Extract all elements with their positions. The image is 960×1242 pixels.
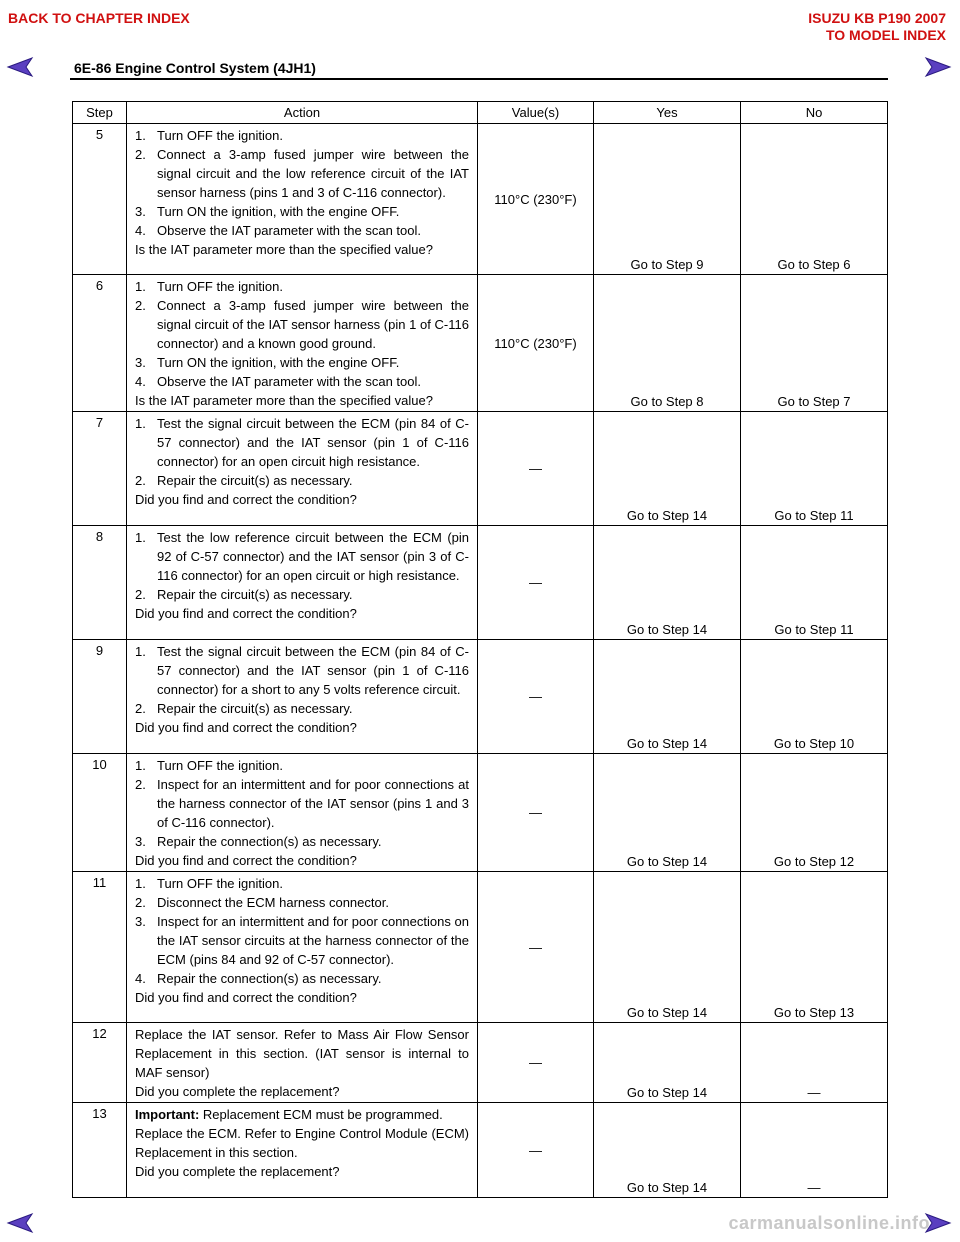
page-title: 6E-86 Engine Control System (4JH1) (74, 60, 316, 76)
no-result: Go to Step 11 (741, 526, 888, 640)
action-item (135, 874, 469, 893)
action-cell (127, 412, 478, 526)
action-question: Did you find and correct the condition? (135, 990, 357, 1005)
value-cell: — (478, 872, 594, 1023)
action-item-text: Observe the IAT parameter with the scan tool. (157, 374, 421, 389)
action-item-number: 2. (135, 587, 146, 602)
header-step: Step (73, 102, 127, 124)
no-result: Go to Step 13 (741, 872, 888, 1023)
action-item-text: Inspect for an intermittent and for poor connections at the harness connector of the IAT sensor (pins 1 and 3 of C-116 connector). (157, 777, 469, 830)
header-yes: Yes (594, 102, 741, 124)
next-page-arrow-icon[interactable] (924, 56, 952, 78)
action-item-number: 3. (135, 355, 146, 370)
yes-result: Go to Step 14 (594, 526, 741, 640)
table-row (73, 124, 888, 275)
action-cell (127, 526, 478, 640)
action-item (135, 471, 469, 490)
yes-result: Go to Step 8 (594, 275, 741, 412)
table-row (73, 872, 888, 1023)
action-item-number: 4. (135, 971, 146, 986)
action-item-text: Test the signal circuit between the ECM (pin 84 of C-57 connector) and the IAT sensor (pin 1 of C-116 connector) for a short to any 5 volts reference circuit. (157, 644, 469, 697)
value-cell: — (478, 1023, 594, 1103)
action-item (135, 372, 469, 391)
action-item-number: 2. (135, 473, 146, 488)
watermark: carmanualsonline.info (728, 1213, 930, 1233)
yes-result: Go to Step 14 (594, 640, 741, 754)
table-row (73, 1023, 888, 1103)
action-item (135, 221, 469, 240)
action-item-number: 2. (135, 147, 146, 162)
header-values: Value(s) (478, 102, 594, 124)
action-item-text: Connect a 3-amp fused jumper wire between the signal circuit of the IAT sensor harness (pin 1 of C-116 connector) and a known good ground. (157, 298, 469, 351)
step-number: 8 (73, 526, 127, 640)
value-cell: — (478, 1103, 594, 1198)
model-header (808, 10, 946, 44)
step-number: 5 (73, 124, 127, 275)
no-result: — (741, 1103, 888, 1198)
action-item-text: Repair the circuit(s) as necessary. (157, 701, 353, 716)
prev-page-arrow-icon[interactable] (6, 1212, 34, 1234)
value-cell: — (478, 412, 594, 526)
action-item-number: 1. (135, 876, 146, 891)
action-question: Did you find and correct the condition? (135, 492, 357, 507)
no-result: — (741, 1023, 888, 1103)
action-item-number: 1. (135, 758, 146, 773)
action-item-text: Repair the circuit(s) as necessary. (157, 473, 353, 488)
action-item (135, 414, 469, 471)
action-item-number: 2. (135, 701, 146, 716)
action-item-number: 3. (135, 914, 146, 929)
action-item-number: 4. (135, 374, 146, 389)
table-row (73, 526, 888, 640)
action-text: Replace the ECM. Refer to Engine Control Module (ECM) Replacement in this section. (135, 1126, 469, 1160)
no-result: Go to Step 10 (741, 640, 888, 754)
action-item-text: Test the signal circuit between the ECM (pin 84 of C-57 connector) and the IAT sensor (pin 1 of C-116 connector) for an open circuit high resistance. (157, 416, 469, 469)
important-note (135, 1105, 469, 1124)
step-number: 7 (73, 412, 127, 526)
value-cell: 110°C (230°F) (478, 275, 594, 412)
action-item-number: 1. (135, 644, 146, 659)
table-row (73, 1103, 888, 1198)
yes-result: Go to Step 14 (594, 1103, 741, 1198)
action-question: Did you find and correct the condition? (135, 853, 357, 868)
action-item-text: Turn OFF the ignition. (157, 279, 283, 294)
action-question: Did you complete the replacement? (135, 1164, 340, 1179)
action-item-text: Repair the connection(s) as necessary. (157, 834, 382, 849)
action-item (135, 528, 469, 585)
action-item-number: 4. (135, 223, 146, 238)
action-cell (127, 754, 478, 872)
no-result: Go to Step 12 (741, 754, 888, 872)
no-result: Go to Step 7 (741, 275, 888, 412)
action-item (135, 585, 469, 604)
important-text: Replacement ECM must be programmed. (202, 1107, 443, 1122)
action-item-number: 1. (135, 530, 146, 545)
header-action: Action (127, 102, 478, 124)
action-item-number: 3. (135, 834, 146, 849)
action-item-text: Repair the circuit(s) as necessary. (157, 587, 353, 602)
action-cell (127, 1023, 478, 1103)
action-item (135, 277, 469, 296)
yes-result: Go to Step 14 (594, 754, 741, 872)
no-result: Go to Step 6 (741, 124, 888, 275)
step-number: 11 (73, 872, 127, 1023)
action-cell (127, 124, 478, 275)
prev-page-arrow-icon[interactable] (6, 56, 34, 78)
action-item (135, 832, 469, 851)
action-item-text: Turn OFF the ignition. (157, 128, 283, 143)
value-cell: — (478, 526, 594, 640)
diagnostic-table (72, 101, 888, 1198)
action-cell (127, 1103, 478, 1198)
action-item-number: 1. (135, 128, 146, 143)
action-item-text: Turn OFF the ignition. (157, 758, 283, 773)
action-item-text: Turn ON the ignition, with the engine OFF. (157, 204, 400, 219)
yes-result: Go to Step 14 (594, 412, 741, 526)
action-item-text: Repair the connection(s) as necessary. (157, 971, 382, 986)
action-item (135, 912, 469, 969)
action-item (135, 775, 469, 832)
action-question: Is the IAT parameter more than the specified value? (135, 393, 433, 408)
action-item (135, 126, 469, 145)
action-question: Did you find and correct the condition? (135, 606, 357, 621)
to-model-index-link[interactable]: TO MODEL INDEX (825, 27, 946, 43)
value-cell: — (478, 640, 594, 754)
no-result: Go to Step 11 (741, 412, 888, 526)
value-cell: — (478, 754, 594, 872)
action-item-text: Turn ON the ignition, with the engine OFF. (157, 355, 400, 370)
header-no: No (741, 102, 888, 124)
action-item-number: 2. (135, 777, 146, 792)
action-item-number: 2. (135, 298, 146, 313)
action-question: Did you complete the replacement? (135, 1084, 340, 1099)
yes-result: Go to Step 9 (594, 124, 741, 275)
step-number: 9 (73, 640, 127, 754)
important-label: Important: (135, 1107, 200, 1122)
action-question: Is the IAT parameter more than the specified value? (135, 242, 433, 257)
action-cell (127, 872, 478, 1023)
action-item (135, 893, 469, 912)
step-number: 13 (73, 1103, 127, 1198)
action-item-number: 1. (135, 279, 146, 294)
yes-result: Go to Step 14 (594, 1023, 741, 1103)
step-number: 10 (73, 754, 127, 872)
table-row (73, 275, 888, 412)
yes-result: Go to Step 14 (594, 872, 741, 1023)
step-number: 6 (73, 275, 127, 412)
action-item-number: 3. (135, 204, 146, 219)
action-item-text: Test the low reference circuit between the ECM (pin 92 of C-57 connector) and the IAT sensor (pin 3 of C-116 connector) for an open circuit or high resistance. (157, 530, 469, 583)
table-row (73, 754, 888, 872)
action-item (135, 756, 469, 775)
action-item-number: 2. (135, 895, 146, 910)
action-item (135, 353, 469, 372)
action-item-text: Inspect for an intermittent and for poor connections on the IAT sensor circuits at the harness connector of the ECM (pins 84 and 92 of C-57 connector). (157, 914, 469, 967)
action-item (135, 202, 469, 221)
back-to-chapter-index-link[interactable]: BACK TO CHAPTER INDEX (8, 10, 190, 26)
action-question: Did you find and correct the condition? (135, 720, 357, 735)
action-item-text: Observe the IAT parameter with the scan tool. (157, 223, 421, 238)
action-item (135, 642, 469, 699)
header-divider (70, 78, 888, 80)
action-item (135, 969, 469, 988)
action-item (135, 699, 469, 718)
action-cell (127, 275, 478, 412)
table-row (73, 640, 888, 754)
step-number: 12 (73, 1023, 127, 1103)
action-item (135, 145, 469, 202)
action-item-number: 1. (135, 416, 146, 431)
action-item-text: Turn OFF the ignition. (157, 876, 283, 891)
action-item-text: Connect a 3-amp fused jumper wire between the signal circuit and the low reference circuit of the IAT sensor harness (pins 1 and 3 of C-116 connector). (157, 147, 469, 200)
table-header-row (73, 102, 888, 124)
action-cell (127, 640, 478, 754)
action-item-text: Disconnect the ECM harness connector. (157, 895, 389, 910)
value-cell: 110°C (230°F) (478, 124, 594, 275)
action-text: Replace the IAT sensor. Refer to Mass Air Flow Sensor Replacement in this section. (IAT sensor is internal to MAF sensor) (135, 1027, 469, 1080)
model-title: ISUZU KB P190 2007 (808, 10, 946, 26)
action-item (135, 296, 469, 353)
table-row (73, 412, 888, 526)
